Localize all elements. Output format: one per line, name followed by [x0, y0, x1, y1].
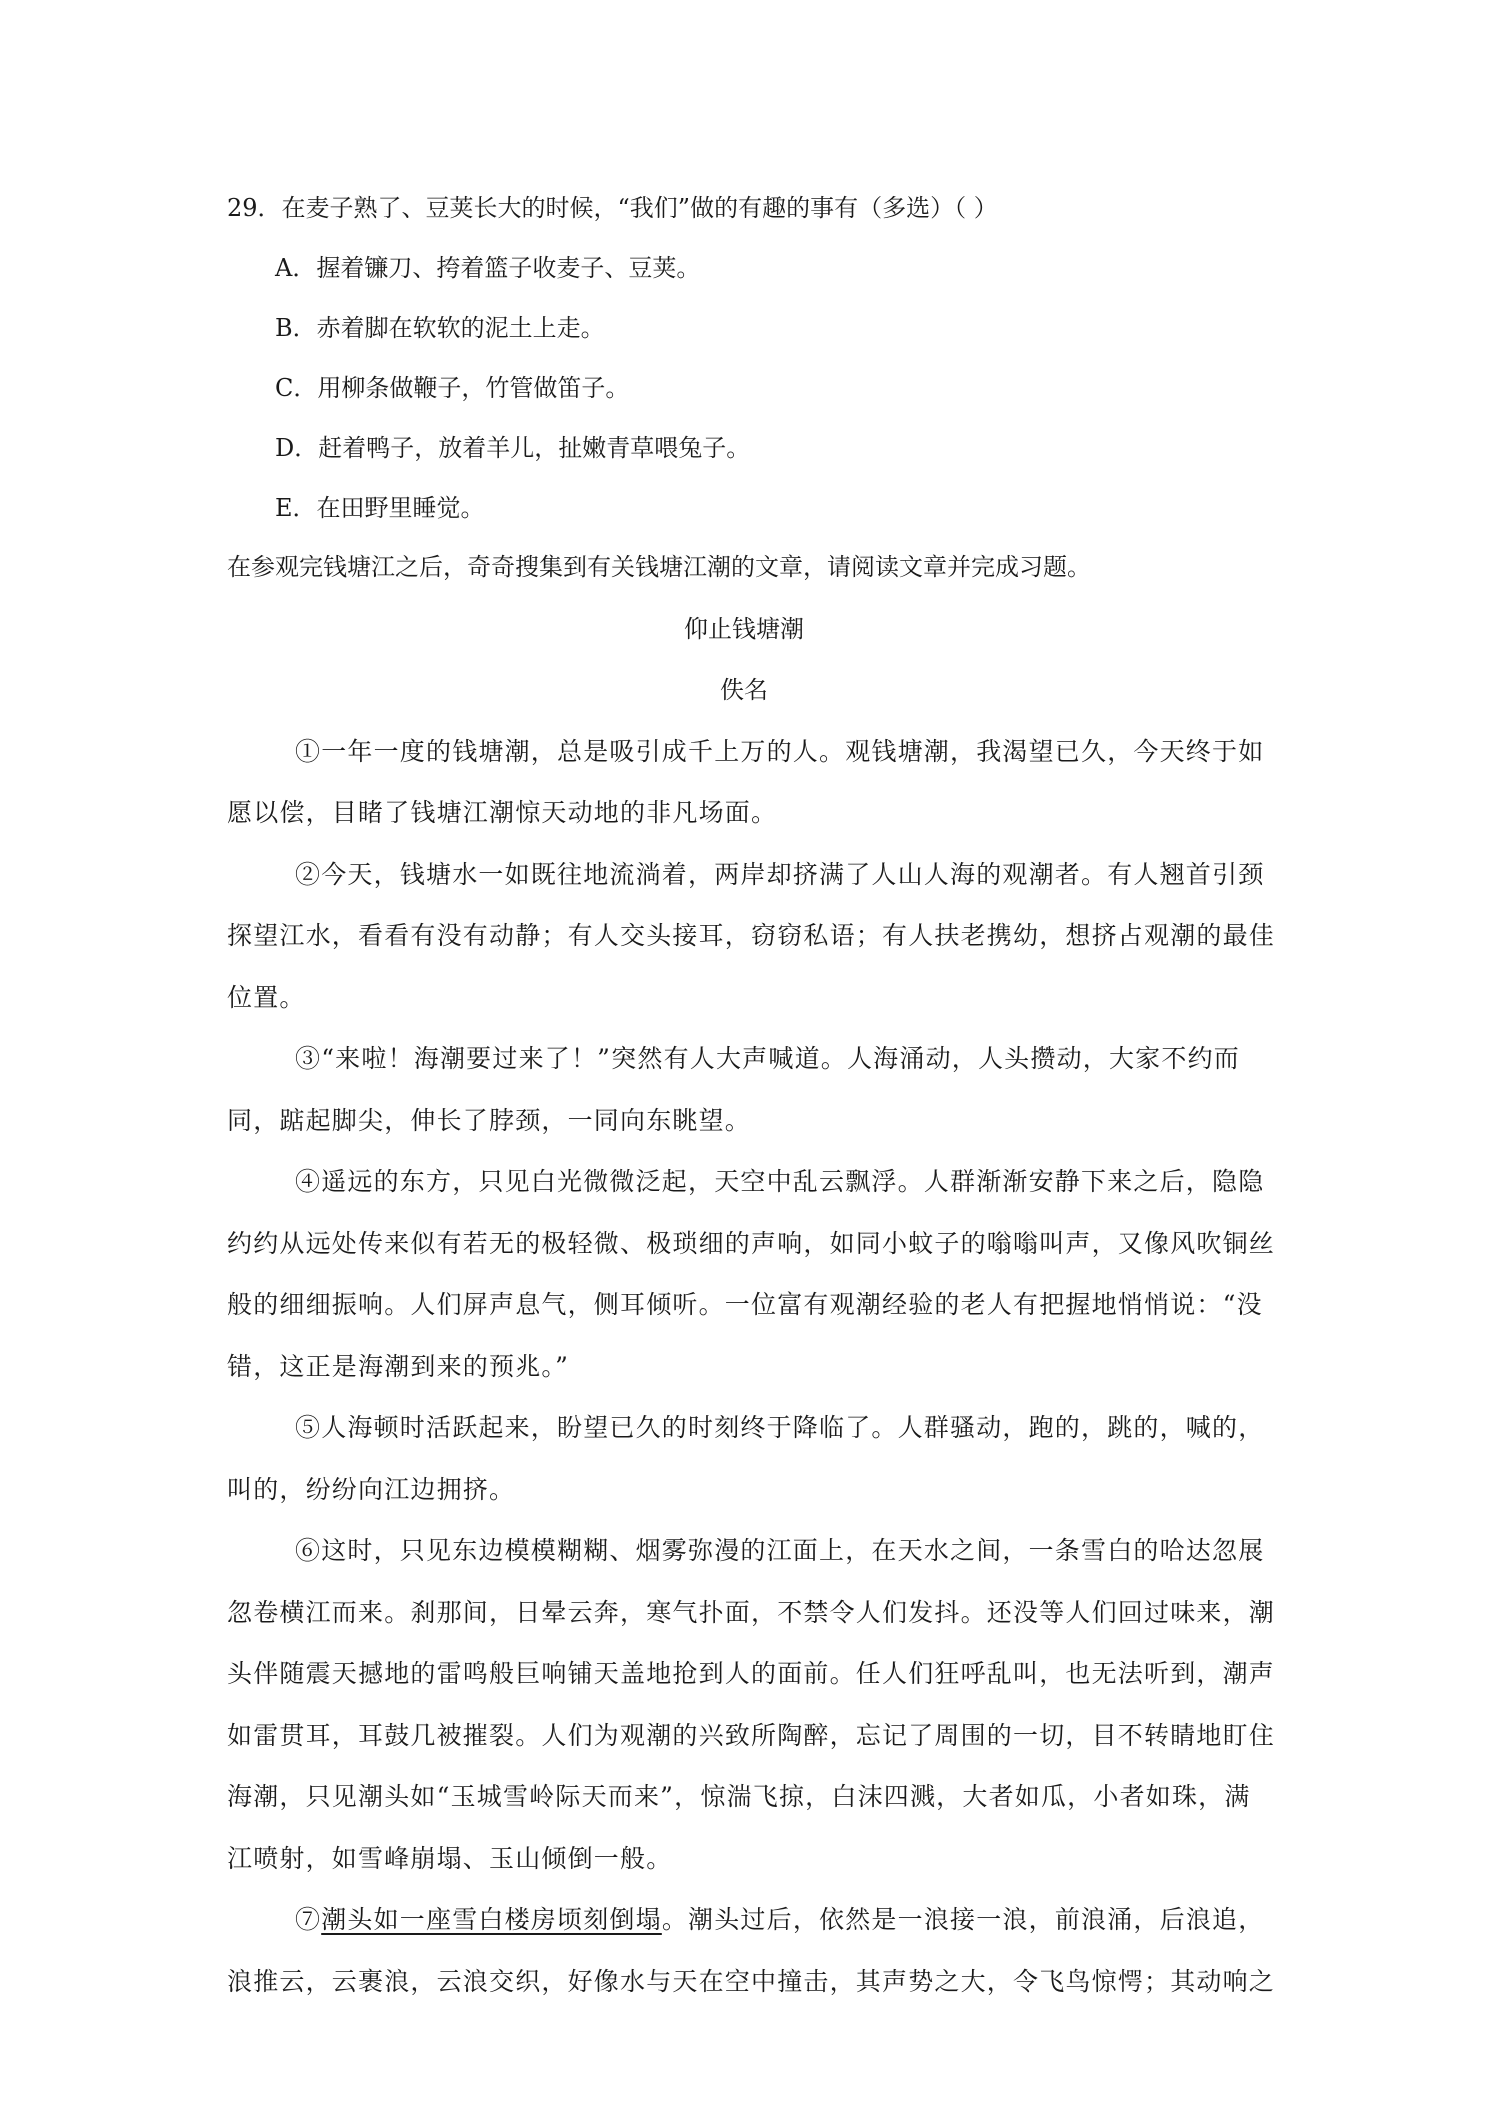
article-line: 位置。: [227, 983, 306, 1012]
paragraph-marker: ⑦: [295, 1905, 322, 1934]
article-line: ③“来啦！海潮要过来了！”突然有人大声喊道。人海涌动，人头攒动，大家不约而: [295, 1044, 1240, 1073]
option-e: E．在田野里睡觉。: [275, 494, 485, 522]
article-line: ②今天，钱塘水一如既往地流淌着，两岸却挤满了人山人海的观潮者。有人翘首引颈: [295, 860, 1265, 889]
article-line: 愿以偿，目睹了钱塘江潮惊天动地的非凡场面。: [227, 798, 778, 827]
reading-intro: 在参观完钱塘江之后，奇奇搜集到有关钱塘江潮的文章，请阅读文章并完成习题。: [227, 553, 1091, 581]
article-line: 约约从远处传来似有若无的极轻微、极琐细的声响，如同小蚊子的嗡嗡叫声，又像风吹铜丝: [227, 1229, 1276, 1258]
article-title: 仰止钱塘潮: [684, 615, 804, 643]
article-line: ⑥这时，只见东边模模糊糊、烟雾弥漫的江面上，在天水之间，一条雪白的哈达忽展: [295, 1536, 1265, 1565]
article-line: 探望江水，看看有没有动静；有人交头接耳，窃窃私语；有人扶老携幼，想挤占观潮的最佳: [227, 921, 1276, 950]
article-line: ①一年一度的钱塘潮，总是吸引成千上万的人。观钱塘潮，我渴望已久，今天终于如: [295, 737, 1265, 766]
article-line: ④遥远的东方，只见白光微微泛起，天空中乱云飘浮。人群渐渐安静下来之后，隐隐: [295, 1167, 1265, 1196]
article-line: 同，踮起脚尖，伸长了脖颈，一同向东眺望。: [227, 1106, 752, 1135]
option-d: D．赶着鸭子，放着羊儿，扯嫩青草喂兔子。: [275, 434, 751, 462]
article-line: ⑤人海顿时活跃起来，盼望已久的时刻终于降临了。人群骚动，跑的，跳的，喊的，: [295, 1413, 1265, 1442]
underlined-sentence: 潮头如一座雪白楼房顷刻倒塌: [321, 1905, 662, 1934]
article-line: 江喷射，如雪峰崩塌、玉山倾倒一般。: [227, 1844, 673, 1873]
article-line: 海潮，只见潮头如“玉城雪岭际天而来”，惊湍飞掠，白沫四溅，大者如瓜，小者如珠，满: [227, 1782, 1251, 1811]
article-line: 错，这正是海潮到来的预兆。”: [227, 1352, 570, 1381]
article-author: 佚名: [720, 676, 768, 704]
article-line: 如雷贯耳，耳鼓几被摧裂。人们为观潮的兴致所陶醉，忘记了周围的一切，目不转睛地盯住: [227, 1721, 1276, 1750]
p7-rest: 。潮头过后，依然是一浪接一浪，前浪涌，后浪追，: [661, 1905, 1265, 1934]
article-line: 般的细细振响。人们屏声息气，侧耳倾听。一位富有观潮经验的老人有把握地悄悄说：“没: [227, 1290, 1263, 1319]
question-stem: 29．在麦子熟了、豆荚长大的时候，“我们”做的有趣的事有（多选）（ ）: [227, 194, 998, 222]
option-a: A．握着镰刀、挎着篮子收麦子、豆荚。: [275, 254, 701, 282]
article-line: 头伴随震天撼地的雷鸣般巨响铺天盖地抢到人的面前。任人们狂呼乱叫，也无法听到，潮声: [227, 1659, 1276, 1688]
article-line-p7: [295, 1900, 1264, 1940]
option-c: C．用柳条做鞭子，竹管做笛子。: [275, 374, 630, 402]
article-line: 浪推云，云裹浪，云浪交织，好像水与天在空中撞击，其声势之大，令飞鸟惊愕；其动响之: [227, 1967, 1276, 1996]
article-line: 忽卷横江而来。刹那间，日晕云奔，寒气扑面，不禁令人们发抖。还没等人们回过味来，潮: [227, 1598, 1276, 1627]
option-b: B．赤着脚在软软的泥土上走。: [275, 314, 605, 342]
article-line: 叫的，纷纷向江边拥挤。: [227, 1475, 516, 1504]
